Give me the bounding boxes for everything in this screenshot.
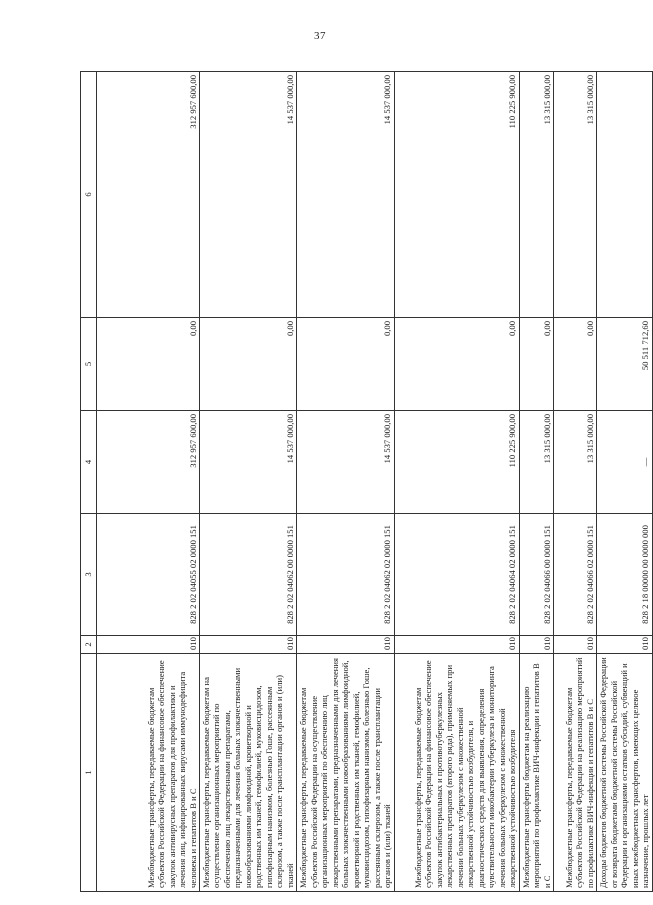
row-plan-cell: 312 957 600,00 [97,411,200,514]
row-change-cell: 0,00 [297,318,394,411]
column-number-2: 2 [81,636,97,654]
table-header-row [81,72,97,892]
row-admin-cell: 010 [519,636,553,654]
row-plan-cell: 14 537 000,00 [200,411,297,514]
row-admin-cell: 010 [200,636,297,654]
page-number: 37 [314,30,326,42]
table-row [297,72,394,892]
column-number-5: 5 [81,318,97,411]
row-code-cell: 828 2 02 04062 00 0000 151 [200,514,297,636]
table-row [597,72,652,892]
table-row [519,72,553,892]
row-admin-cell: 010 [597,636,652,654]
column-number-4: 4 [81,411,97,514]
row-admin-cell: 010 [554,636,597,654]
column-number-1: 1 [81,654,97,892]
row-change-cell: 0,00 [519,318,553,411]
row-code-cell: 828 2 02 04066 02 0000 151 [554,514,597,636]
row-change-cell: 0,00 [394,318,519,411]
row-plan-cell: 13 315 000,00 [519,411,553,514]
row-name-cell: Межбюджетные трансферты, передаваемые бюджетам субъектов Российской Федерации на финансовое обеспечение закупок антибактериальных и противотуберкулезных лекарственных препаратов (второго ряда), применяемых при лечении больных туберкулезом с множественной лекарственной устойчивостью возбудителя, и диагностических средств для выявления, определения чувствительности микобактерии туберкулеза и мониторинга лечения больных туберкулезом с множественной лекарственной устойчивостью возбудителя [394,654,519,892]
row-name-cell: Межбюджетные трансферты, передаваемые бюджетам субъектов Российской Федерации на осуществление организационных мероприятий по обеспечению лиц лекарственными препаратами, предназначенными для лечения больных злокачественными новообразованиями лимфоидной, кроветворной и родственных им тканей, гемофилией, муковисцидозом, гипофизарным нанизмом, болезнью Гоше, рассеянным склерозом, а также после трансплантации органов и (или) тканей [297,654,394,892]
row-admin-cell: 010 [297,636,394,654]
row-name-cell: Межбюджетные трансферты, передаваемые бюджетам на осуществление организационных мероприятий по обеспечению лиц лекарственными препаратами, предназначенными для лечения больных злокачественными новообразованиями лимфоидной, кроветворной и родственных им тканей, гемофилией, муковисцидозом, гипофизарным нанизмом, болезнью Гоше, рассеянным склерозом, а также после трансплантации органов и (или) тканей [200,654,297,892]
row-total-cell: 110 225 900,00 [394,72,519,318]
row-change-cell: 50 511 712,60 [597,318,652,411]
row-admin-cell: 010 [394,636,519,654]
row-code-cell: 828 2 02 04062 02 0000 151 [297,514,394,636]
row-admin-cell: 010 [97,636,200,654]
row-plan-cell: 13 315 000,00 [554,411,597,514]
row-name-cell: Межбюджетные трансферты, передаваемые бюджетам субъектов Российской Федерации на финансовое обеспечение закупок антивирусных препаратов для профилактики и лечения лиц, инфицированных вирусами иммунодефицита человека и гепатитов B и C [97,654,200,892]
row-change-cell: 0,00 [97,318,200,411]
row-total-cell: 13 315 000,00 [519,72,553,318]
row-total-cell: 14 537 000,00 [297,72,394,318]
row-change-cell: 0,00 [554,318,597,411]
row-code-cell: 828 2 02 04066 00 0000 151 [519,514,553,636]
row-code-cell: 828 2 02 04064 02 0000 151 [394,514,519,636]
row-total-cell: 13 315 000,00 [554,72,597,318]
table-row [97,72,200,892]
row-code-cell: 828 2 18 00000 00 0000 000 [597,514,652,636]
row-total-cell [597,72,652,318]
column-number-3: 3 [81,514,97,636]
column-number-6: 6 [81,72,97,318]
row-name-cell: Доходы бюджетов бюджетной системы Российской Федерации от возврата бюджетами бюджетной системы Российской Федерации и организациями остатков субсидий, субвенций и иных межбюджетных трансфертов, имеющих целевое назначение, прошлых лет [597,654,652,892]
row-change-cell: 0,00 [200,318,297,411]
table-row [394,72,519,892]
budget-table [80,71,653,892]
rotated-table-container [80,72,651,892]
row-total-cell: 312 957 600,00 [97,72,200,318]
row-name-cell: Межбюджетные трансферты, передаваемые бюджетам субъектов Российской Федерации на реализацию мероприятий по профилактике ВИЧ-инфекции и гепатитов B и C [554,654,597,892]
row-total-cell: 14 537 000,00 [200,72,297,318]
row-name-cell: Межбюджетные трансферты бюджетам на реализацию мероприятий по профилактике ВИЧ-инфекции и гепатитов B и C [519,654,553,892]
row-plan-cell: 110 225 900,00 [394,411,519,514]
table-row [200,72,297,892]
row-plan-cell: 14 537 000,00 [297,411,394,514]
row-plan-cell: — [597,411,652,514]
table-row [554,72,597,892]
row-code-cell: 828 2 02 04055 02 0000 151 [97,514,200,636]
